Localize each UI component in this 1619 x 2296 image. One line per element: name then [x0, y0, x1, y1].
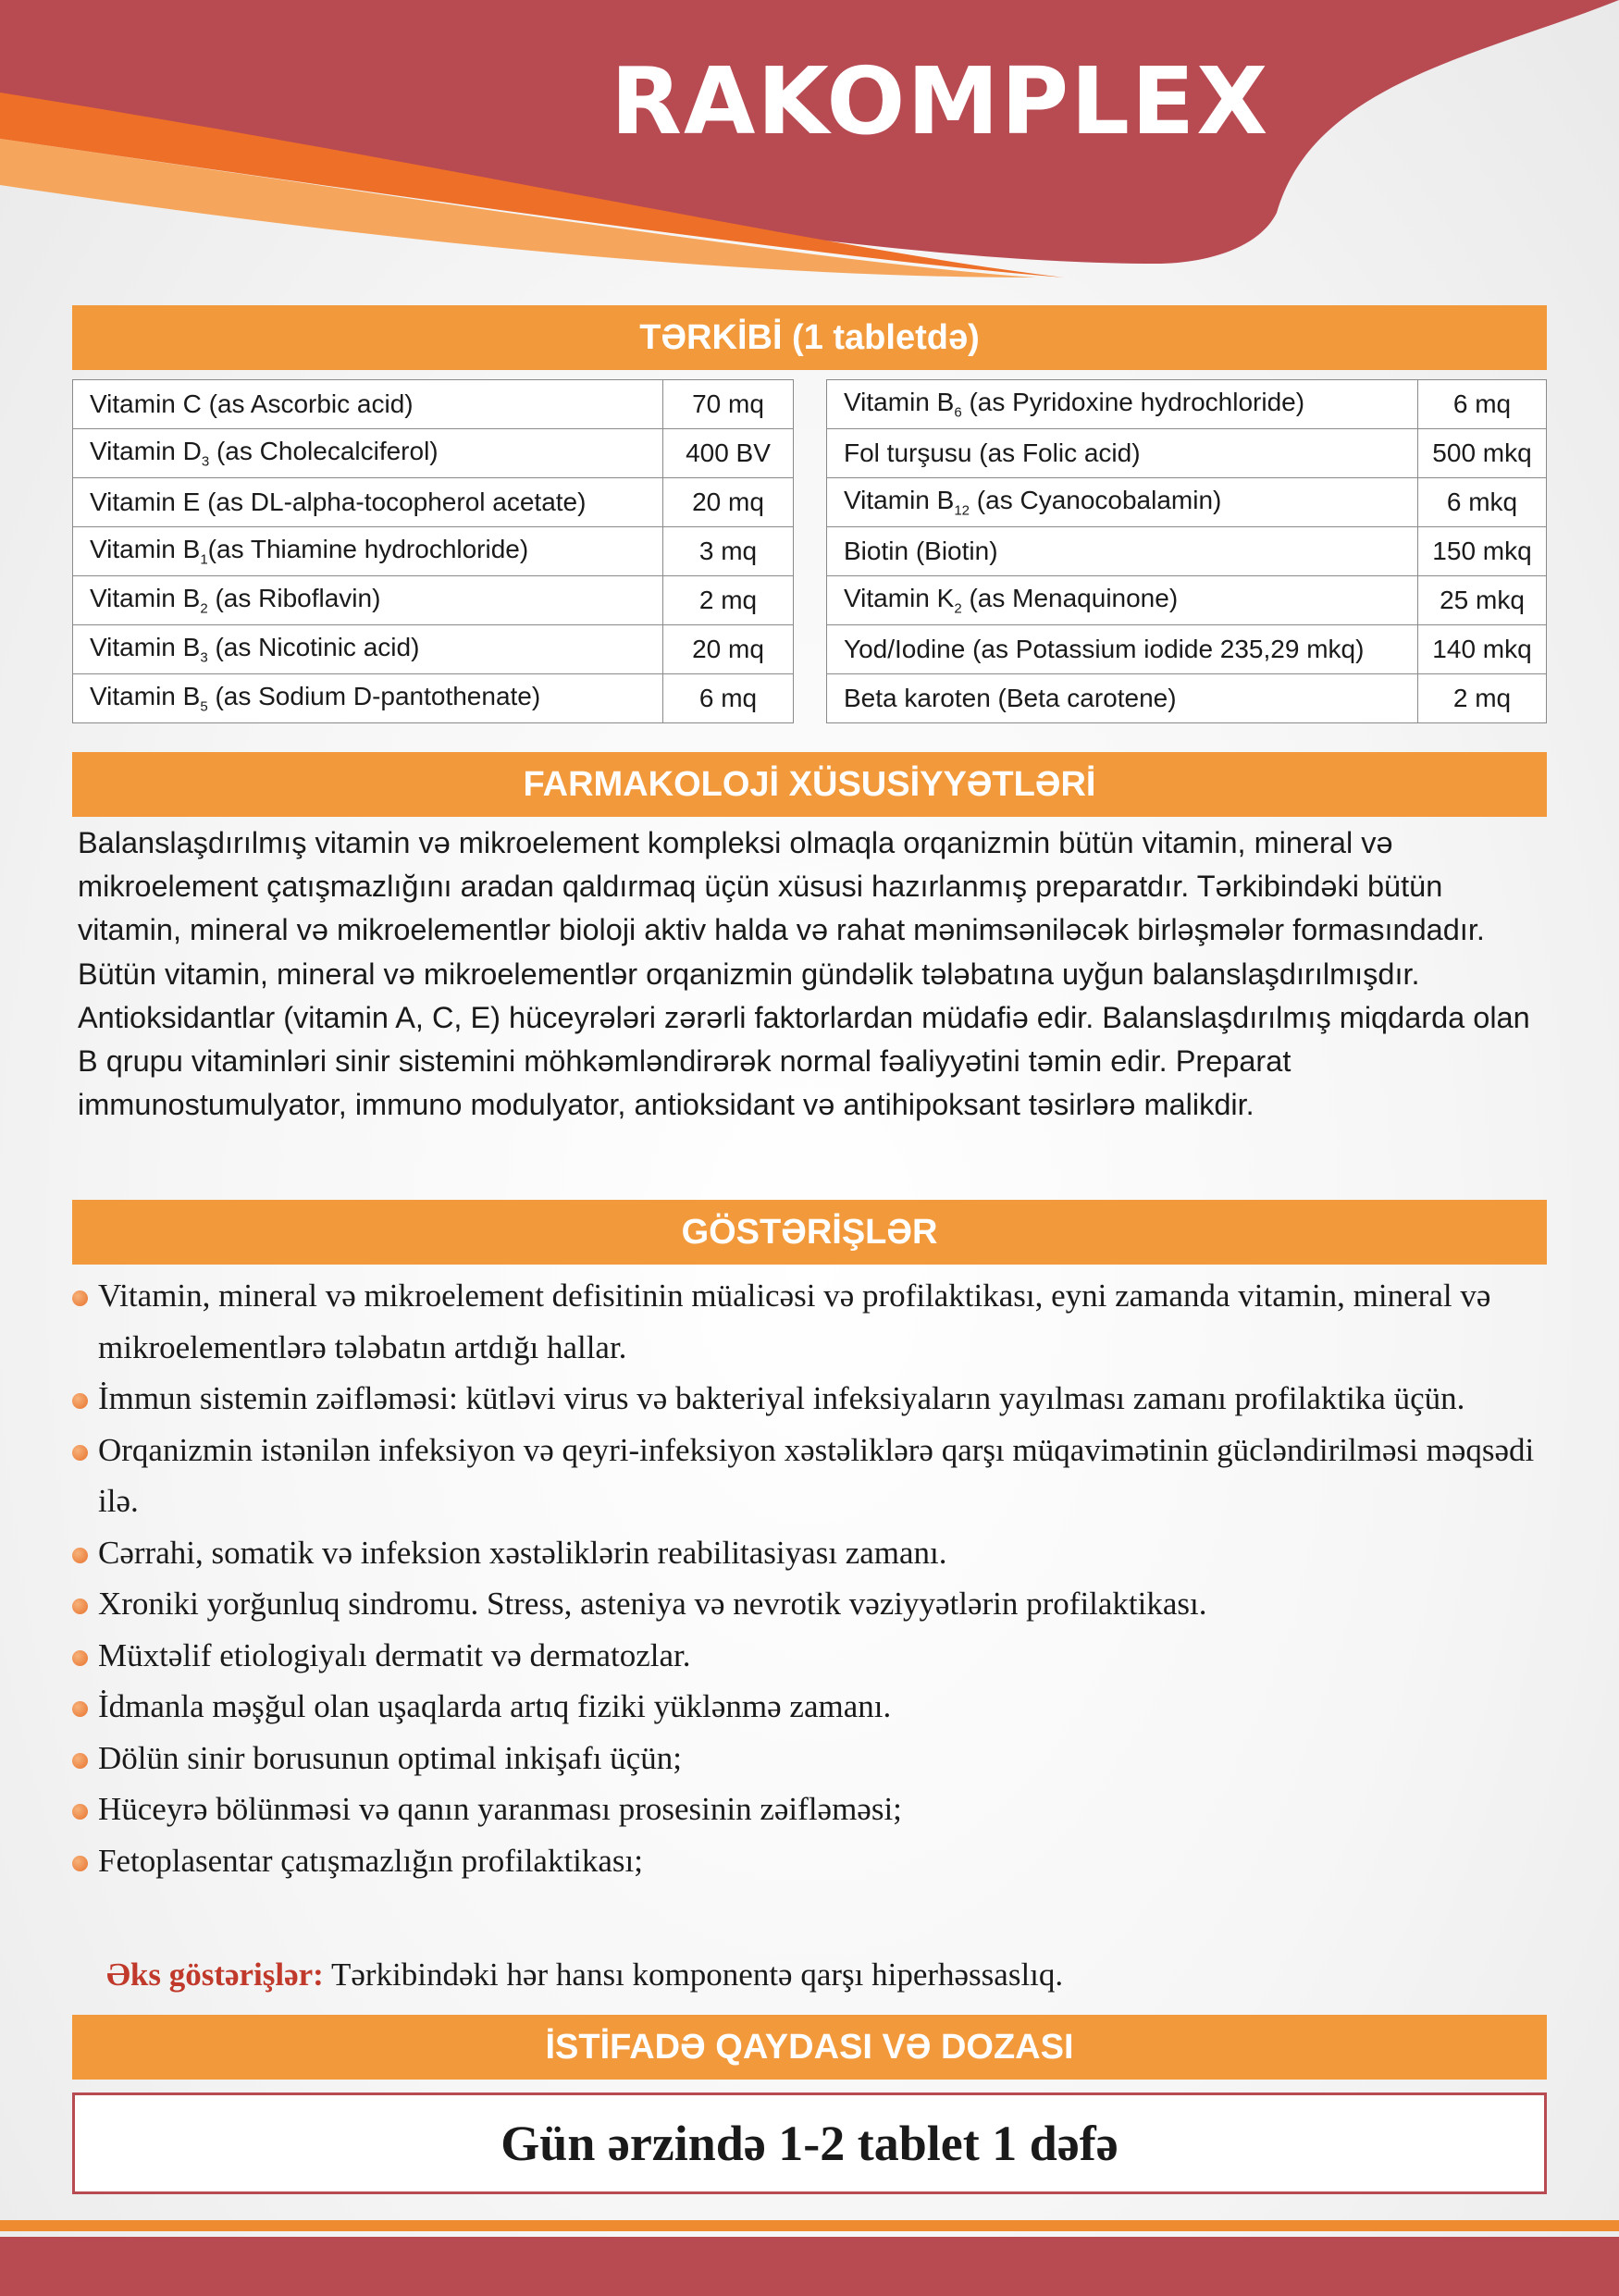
dosage-heading: İSTİFADƏ QAYDASI VƏ DOZASI [72, 2015, 1547, 2080]
ingredient-subscript: 3 [200, 649, 208, 666]
ingredient-row [73, 478, 794, 527]
ingredient-source: (as Menaquinone) [961, 584, 1179, 613]
ingredient-source: (as Sodium D-pantothenate) [207, 682, 541, 711]
ingredient-name-main: Vitamin K [844, 584, 955, 613]
bullet-dot-icon [72, 1599, 88, 1614]
ingredient-quantity: 70 mq [663, 380, 794, 429]
ingredient-source: (Biotin) [908, 537, 998, 565]
ingredient-subscript: 3 [201, 453, 210, 470]
indication-item [68, 1270, 1549, 1373]
ingredient-name-main: Vitamin C [90, 389, 202, 418]
ingredient-row [827, 625, 1547, 674]
bullet-dot-icon [72, 1856, 88, 1871]
ingredient-name-main: Fol turşusu [844, 438, 972, 467]
indication-text: İdmanla məşğul olan uşaqlarda artıq fiziki yüklənmə zamanı. [98, 1688, 892, 1724]
contraindications-label: Əks göstərişlər: [106, 1957, 324, 1993]
indications-heading: GÖSTƏRİŞLƏR [72, 1200, 1547, 1265]
ingredient-source: (as Cholecalciferol) [209, 437, 439, 466]
bullet-dot-icon [72, 1548, 88, 1563]
ingredient-quantity: 6 mq [1418, 380, 1547, 429]
bullet-dot-icon [72, 1650, 88, 1666]
ingredient-row [827, 527, 1547, 576]
ingredient-source: (as Ascorbic acid) [201, 389, 414, 418]
indication-item [68, 1733, 1549, 1784]
dosage-box: Gün ərzində 1-2 tablet 1 dəfə [72, 2092, 1547, 2194]
bullet-dot-icon [72, 1393, 88, 1409]
indication-item [68, 1835, 1549, 1887]
ingredient-quantity: 500 mkq [1418, 429, 1547, 478]
ingredient-row [827, 576, 1547, 625]
ingredient-row [827, 429, 1547, 478]
ingredient-name-main: Vitamin B [90, 584, 201, 613]
ingredient-source: (as Folic acid) [971, 438, 1141, 467]
bullet-dot-icon [72, 1804, 88, 1820]
indication-item [68, 1578, 1549, 1630]
ingredient-name-main: Biotin [844, 537, 909, 565]
indications-list [68, 1270, 1549, 1886]
ingredient-name [827, 429, 1418, 478]
indication-text: Xroniki yorğunluq sindromu. Stress, asteniya və nevrotik vəziyyətlərin profilaktikası. [98, 1586, 1207, 1622]
ingredient-subscript: 5 [200, 698, 208, 715]
indication-text: Fetoplasentar çatışmazlığın profilaktikası; [98, 1842, 644, 1879]
bullet-dot-icon [72, 1753, 88, 1769]
composition-heading: TƏRKİBİ (1 tabletdə) [72, 305, 1547, 370]
ingredient-source: (as Thiamine hydrochloride) [207, 535, 529, 564]
bullet-dot-icon [72, 1701, 88, 1717]
ingredient-source: (as Nicotinic acid) [207, 633, 420, 662]
ingredient-row [73, 576, 794, 625]
ingredient-name-main: Vitamin B [844, 388, 955, 417]
ingredient-source: (as DL-alpha-tocopherol acetate) [200, 488, 587, 516]
ingredient-name-main: Vitamin B [90, 682, 201, 711]
ingredient-source: (as Cyanocobalamin) [970, 486, 1222, 515]
ingredient-row [827, 674, 1547, 723]
ingredient-name [73, 674, 663, 723]
bullet-dot-icon [72, 1445, 88, 1461]
ingredient-quantity: 6 mq [663, 674, 794, 723]
ingredient-row [73, 380, 794, 429]
ingredient-name [827, 625, 1418, 674]
footer-band [0, 2220, 1619, 2296]
ingredient-name-main: Vitamin B [90, 535, 201, 564]
ingredient-name [827, 576, 1418, 625]
ingredients-table-right [826, 379, 1547, 723]
ingredient-quantity: 140 mkq [1418, 625, 1547, 674]
ingredient-row [73, 527, 794, 576]
ingredient-quantity: 25 mkq [1418, 576, 1547, 625]
ingredient-source: (as Riboflavin) [207, 584, 381, 613]
pharmacology-text: Balanslaşdırılmış vitamin və mikroelement kompleksi olmaqla orqanizmin bütün vitamin, mineral və mikroelement çatışmazlığını aradan qaldırmaq üçün xüsusi hazırlanmış preparatdır. Tərkibindəki bütün vitamin, mineral və mikroelementlər bioloji aktiv halda və rahat mənimsənilәcək birləşmələr formasındadır. Bütün vitamin, mineral və mikroelementlər orqanizmin gündəlik tələbatına uyğun balanslaşdırılmışdır. Antioksidantlar (vitamin A, C, E) hüceyrələri zərərli faktorlardan müdafiə edir. Balanslaşdırılmış miqdarda olan B qrupu vitaminləri sinir sistemini möhkəmləndirərək normal fəaliyyətini təmin edir. Preparat immunostumulyator, immuno modulyator, antioksidant və antihipoksant təsirlərə malikdir. [78, 826, 1530, 1122]
contraindications-text: Tərkibindəki hər hansı komponentə qarşı hiperhəssaslıq. [323, 1957, 1064, 1993]
ingredient-name [73, 478, 663, 527]
ingredient-name-main: Vitamin E [90, 488, 201, 516]
ingredient-name-main: Vitamin B [844, 486, 955, 515]
ingredient-quantity: 400 BV [663, 429, 794, 478]
indication-item [68, 1784, 1549, 1835]
ingredient-name [827, 674, 1418, 723]
indication-text: İmmun sistemin zəifləməsi: kütləvi virus və bakteriyal infeksiyaların yayılması zamanı profilaktika üçün. [98, 1380, 1465, 1416]
ingredient-name [73, 429, 663, 478]
ingredient-quantity: 150 mkq [1418, 527, 1547, 576]
ingredient-name-main: Vitamin D [90, 437, 202, 466]
bullet-dot-icon [72, 1290, 88, 1306]
ingredient-row [73, 429, 794, 478]
ingredient-subscript: 12 [954, 502, 970, 519]
ingredient-source: (as Potassium iodide 235,29 mkq) [965, 635, 1365, 663]
indication-text: Vitamin, mineral və mikroelement defisitinin müalicəsi və profilaktikası, eyni zamanda vitamin, mineral və mikroelementlərə tələbatın artdığı hallar. [98, 1278, 1491, 1365]
indication-text: Orqanizmin istənilən infeksiyon və qeyri-infeksiyon xəstəliklərə qarşı müqavimətinin gücləndirilməsi məqsədi ilə. [98, 1431, 1535, 1519]
ingredient-subscript: 1 [200, 551, 208, 568]
indication-item [68, 1425, 1549, 1527]
ingredient-name [73, 576, 663, 625]
ingredient-subscript: 2 [954, 600, 962, 617]
ingredient-quantity: 2 mq [663, 576, 794, 625]
indication-text: Dölün sinir borusunun optimal inkişafı üçün; [98, 1739, 682, 1776]
ingredient-name [73, 380, 663, 429]
ingredient-source: (Beta carotene) [990, 684, 1177, 712]
indication-item [68, 1527, 1549, 1579]
ingredient-name [73, 527, 663, 576]
footer-orange-stripe [0, 2220, 1619, 2231]
ingredient-name [73, 625, 663, 674]
ingredient-name-main: Yod/Iodine [844, 635, 966, 663]
ingredient-quantity: 2 mq [1418, 674, 1547, 723]
ingredient-source: (as Pyridoxine hydrochloride) [961, 388, 1305, 417]
ingredient-row [73, 625, 794, 674]
ingredients-table-left [72, 379, 794, 723]
ingredient-subscript: 6 [954, 404, 962, 421]
indication-item [68, 1630, 1549, 1682]
ingredient-quantity: 6 mkq [1418, 478, 1547, 527]
ingredient-quantity: 3 mq [663, 527, 794, 576]
ingredient-name [827, 478, 1418, 527]
ingredient-quantity: 20 mq [663, 478, 794, 527]
indication-item [68, 1373, 1549, 1425]
indication-text: Cərrahi, somatik və infeksion xəstəliklərin reabilitasiyası zamanı. [98, 1534, 947, 1571]
brand-title: RAKOMPLEX [611, 47, 1270, 155]
indication-text: Hüceyrə bölünməsi və qanın yaranması prosesinin zəifləməsi; [98, 1791, 902, 1827]
ingredient-row [827, 380, 1547, 429]
footer-red-stripe [0, 2237, 1619, 2296]
ingredient-quantity: 20 mq [663, 625, 794, 674]
indication-text: Müxtəlif etiologiyalı dermatit və dermatozlar. [98, 1636, 691, 1673]
ingredient-subscript: 2 [200, 600, 208, 617]
contraindications [106, 1952, 1550, 1998]
ingredient-row [827, 478, 1547, 527]
pharmacology-heading: FARMAKOLOJİ XÜSUSİYYƏTLƏRİ [72, 752, 1547, 817]
ingredient-name-main: Vitamin B [90, 633, 201, 662]
ingredient-name-main: Beta karoten [844, 684, 991, 712]
ingredient-row [73, 674, 794, 723]
indication-item [68, 1681, 1549, 1733]
ingredient-name [827, 527, 1418, 576]
ingredient-name [827, 380, 1418, 429]
